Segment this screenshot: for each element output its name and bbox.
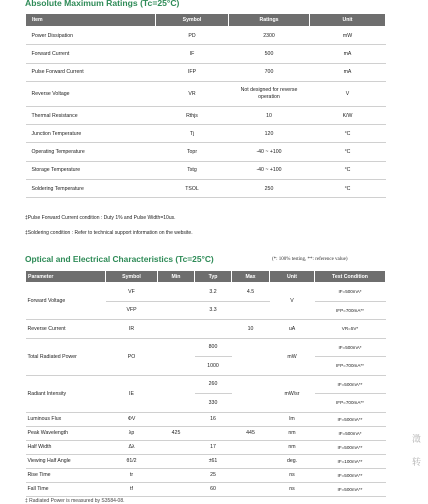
row-symbol: IF bbox=[156, 45, 229, 63]
row-rating: 250 bbox=[229, 180, 310, 198]
row-min bbox=[158, 454, 195, 468]
row-min bbox=[158, 412, 195, 426]
row-item: Junction Temperature bbox=[26, 125, 156, 143]
row-condition: IF=500mA** bbox=[315, 412, 386, 426]
row-condition: IF=500mA* bbox=[315, 338, 386, 357]
row-typ: 60 bbox=[195, 482, 232, 496]
table-row bbox=[26, 125, 386, 143]
row-min bbox=[158, 338, 195, 375]
row-unit: mW bbox=[310, 27, 386, 45]
row-item: Power Dissipation bbox=[26, 27, 156, 45]
row-item: Thermal Resistance bbox=[26, 106, 156, 124]
row-unit: V bbox=[270, 283, 315, 320]
eo-table bbox=[25, 270, 386, 497]
row-rating: -40 ~ +100 bbox=[229, 161, 310, 179]
abs-max-title: Absolute Maximum Ratings (Tc=25°C) bbox=[25, 0, 180, 8]
row-typ: 3.2 bbox=[195, 283, 232, 302]
col-max: Max bbox=[232, 271, 270, 283]
table-row bbox=[26, 27, 386, 45]
row-typ: 330 bbox=[195, 394, 232, 413]
col-symbol: Symbol bbox=[156, 14, 229, 27]
col-unit: Unit bbox=[310, 14, 386, 27]
table-row bbox=[26, 454, 386, 468]
row-rating: 10 bbox=[229, 106, 310, 124]
soldering-note: ‡Soldering condition : Refer to technical support information on the website. bbox=[25, 230, 193, 236]
row-condition: IF=500mA** bbox=[315, 440, 386, 454]
row-typ: 17 bbox=[195, 440, 232, 454]
row-symbol: VR bbox=[156, 81, 229, 106]
table-row bbox=[26, 412, 386, 426]
table-row bbox=[26, 468, 386, 482]
row-min bbox=[158, 301, 195, 320]
table-row bbox=[26, 426, 386, 440]
row-symbol: IFP bbox=[156, 63, 229, 81]
table-row bbox=[26, 338, 386, 357]
table-row bbox=[26, 482, 386, 496]
row-rating: 500 bbox=[229, 45, 310, 63]
table-row bbox=[26, 81, 386, 106]
eo-header-row bbox=[26, 271, 386, 283]
row-unit: V bbox=[310, 81, 386, 106]
row-condition: IFP=700mA** bbox=[315, 394, 386, 413]
row-rating: 700 bbox=[229, 63, 310, 81]
row-parameter: Reverse Current bbox=[26, 320, 106, 339]
row-symbol: ΦV bbox=[106, 412, 158, 426]
row-item: Reverse Voltage bbox=[26, 81, 156, 106]
row-unit: uA bbox=[270, 320, 315, 339]
row-max bbox=[232, 454, 270, 468]
row-typ bbox=[195, 320, 232, 339]
row-rating: 120 bbox=[229, 125, 310, 143]
col-ratings: Ratings bbox=[229, 14, 310, 27]
row-condition: IFP=700mA** bbox=[315, 357, 386, 376]
row-min bbox=[158, 468, 195, 482]
row-parameter: Radiant Intensity bbox=[26, 375, 106, 412]
table-row bbox=[26, 45, 386, 63]
row-rating: 2300 bbox=[229, 27, 310, 45]
row-symbol: Δλ bbox=[106, 440, 158, 454]
row-unit: °C bbox=[310, 180, 386, 198]
eo-title: Optical and Electrical Characteristics (Tc=25°C) bbox=[25, 254, 214, 264]
row-unit: mW bbox=[270, 338, 315, 375]
table-row bbox=[26, 63, 386, 81]
row-rating: Not designed for reverse operation bbox=[229, 81, 310, 106]
row-symbol: PD bbox=[156, 27, 229, 45]
col-item: Item bbox=[26, 14, 156, 27]
row-symbol: tf bbox=[106, 482, 158, 496]
row-parameter: Viewing Half Angle bbox=[26, 454, 106, 468]
table-row bbox=[26, 143, 386, 161]
row-unit: K/W bbox=[310, 106, 386, 124]
row-parameter: Fall Time bbox=[26, 482, 106, 496]
row-parameter: Luminous Flux bbox=[26, 412, 106, 426]
eo-footnote: ‡ Radiated Power is measured by S3584-08. bbox=[25, 498, 125, 504]
row-parameter: Total Radiated Power bbox=[26, 338, 106, 375]
row-typ: 16 bbox=[195, 412, 232, 426]
table-row bbox=[26, 375, 386, 394]
table-row bbox=[26, 180, 386, 198]
eo-testing-note: (*: 100% testing, **: reference value) bbox=[272, 257, 348, 262]
col-symbol: Symbol bbox=[106, 271, 158, 283]
row-item: Forward Current bbox=[26, 45, 156, 63]
row-symbol: IE bbox=[106, 375, 158, 412]
row-typ: 1000 bbox=[195, 357, 232, 376]
row-max: 4.5 bbox=[232, 283, 270, 302]
row-condition: IF=500mA** bbox=[315, 375, 386, 394]
row-condition: IF=100mA** bbox=[315, 454, 386, 468]
row-symbol: tr bbox=[106, 468, 158, 482]
row-unit: °C bbox=[310, 161, 386, 179]
row-unit: mA bbox=[310, 45, 386, 63]
row-max bbox=[232, 338, 270, 375]
row-min bbox=[158, 482, 195, 496]
row-min bbox=[158, 440, 195, 454]
row-symbol: VFP bbox=[106, 301, 158, 320]
col-unit: Unit bbox=[270, 271, 315, 283]
row-symbol: λp bbox=[106, 426, 158, 440]
row-unit: ns bbox=[270, 468, 315, 482]
row-symbol: Topr bbox=[156, 143, 229, 161]
watermark-char: 转 bbox=[411, 458, 421, 468]
col-parameter: Parameter bbox=[26, 271, 106, 283]
row-condition: IF=500mA* bbox=[315, 426, 386, 440]
pulse-note: ‡Pulse Forward Current condition : Duty 1% and Pulse Width=10us. bbox=[25, 215, 176, 221]
table-row bbox=[26, 320, 386, 339]
row-condition: VR=5V* bbox=[315, 320, 386, 339]
row-max bbox=[232, 482, 270, 496]
row-parameter: Half Width bbox=[26, 440, 106, 454]
row-item: Pulse Forward Current bbox=[26, 63, 156, 81]
abs-header-row bbox=[26, 14, 386, 27]
row-item: Soldering Temperature bbox=[26, 180, 156, 198]
row-max: 445 bbox=[232, 426, 270, 440]
row-symbol: Tstg bbox=[156, 161, 229, 179]
col-min: Min bbox=[158, 271, 195, 283]
row-condition: IFP=700mA** bbox=[315, 301, 386, 320]
row-condition: IF=500mA** bbox=[315, 482, 386, 496]
row-unit: nm bbox=[270, 440, 315, 454]
row-max bbox=[232, 412, 270, 426]
abs-max-table bbox=[25, 13, 386, 198]
row-symbol: IR bbox=[106, 320, 158, 339]
row-min bbox=[158, 283, 195, 302]
row-unit: nm bbox=[270, 426, 315, 440]
col-typ: Typ bbox=[195, 271, 232, 283]
row-parameter: Rise Time bbox=[26, 468, 106, 482]
row-unit: mW/sr bbox=[270, 375, 315, 412]
row-parameter: Forward Voltage bbox=[26, 283, 106, 320]
row-max bbox=[232, 468, 270, 482]
row-max: 10 bbox=[232, 320, 270, 339]
table-row bbox=[26, 440, 386, 454]
row-typ: 800 bbox=[195, 338, 232, 357]
row-item: Storage Temperature bbox=[26, 161, 156, 179]
table-row bbox=[26, 161, 386, 179]
row-symbol: PO bbox=[106, 338, 158, 375]
row-unit: °C bbox=[310, 143, 386, 161]
row-parameter: Peak Wavelength bbox=[26, 426, 106, 440]
row-min: 425 bbox=[158, 426, 195, 440]
table-row bbox=[26, 283, 386, 302]
row-unit: deg. bbox=[270, 454, 315, 468]
row-symbol: Rthjs bbox=[156, 106, 229, 124]
row-unit: mA bbox=[310, 63, 386, 81]
row-typ: 3.3 bbox=[195, 301, 232, 320]
row-typ: 25 bbox=[195, 468, 232, 482]
row-symbol: Tj bbox=[156, 125, 229, 143]
row-symbol: VF bbox=[106, 283, 158, 302]
row-condition: IF=500mA* bbox=[315, 283, 386, 302]
row-typ bbox=[195, 426, 232, 440]
row-max bbox=[232, 301, 270, 320]
row-unit: ns bbox=[270, 482, 315, 496]
col-test-condition: Test Condition bbox=[315, 271, 386, 283]
row-min bbox=[158, 375, 195, 412]
row-rating: -40 ~ +100 bbox=[229, 143, 310, 161]
table-row bbox=[26, 106, 386, 124]
row-max bbox=[232, 440, 270, 454]
row-max bbox=[232, 375, 270, 412]
row-symbol: θ1/2 bbox=[106, 454, 158, 468]
row-typ: 260 bbox=[195, 375, 232, 394]
row-typ: ±61 bbox=[195, 454, 232, 468]
watermark-char: 澂 bbox=[411, 435, 421, 445]
row-symbol: TSOL bbox=[156, 180, 229, 198]
row-min bbox=[158, 320, 195, 339]
row-unit: lm bbox=[270, 412, 315, 426]
row-unit: °C bbox=[310, 125, 386, 143]
row-item: Operating Temperature bbox=[26, 143, 156, 161]
row-condition: IF=500mA** bbox=[315, 468, 386, 482]
